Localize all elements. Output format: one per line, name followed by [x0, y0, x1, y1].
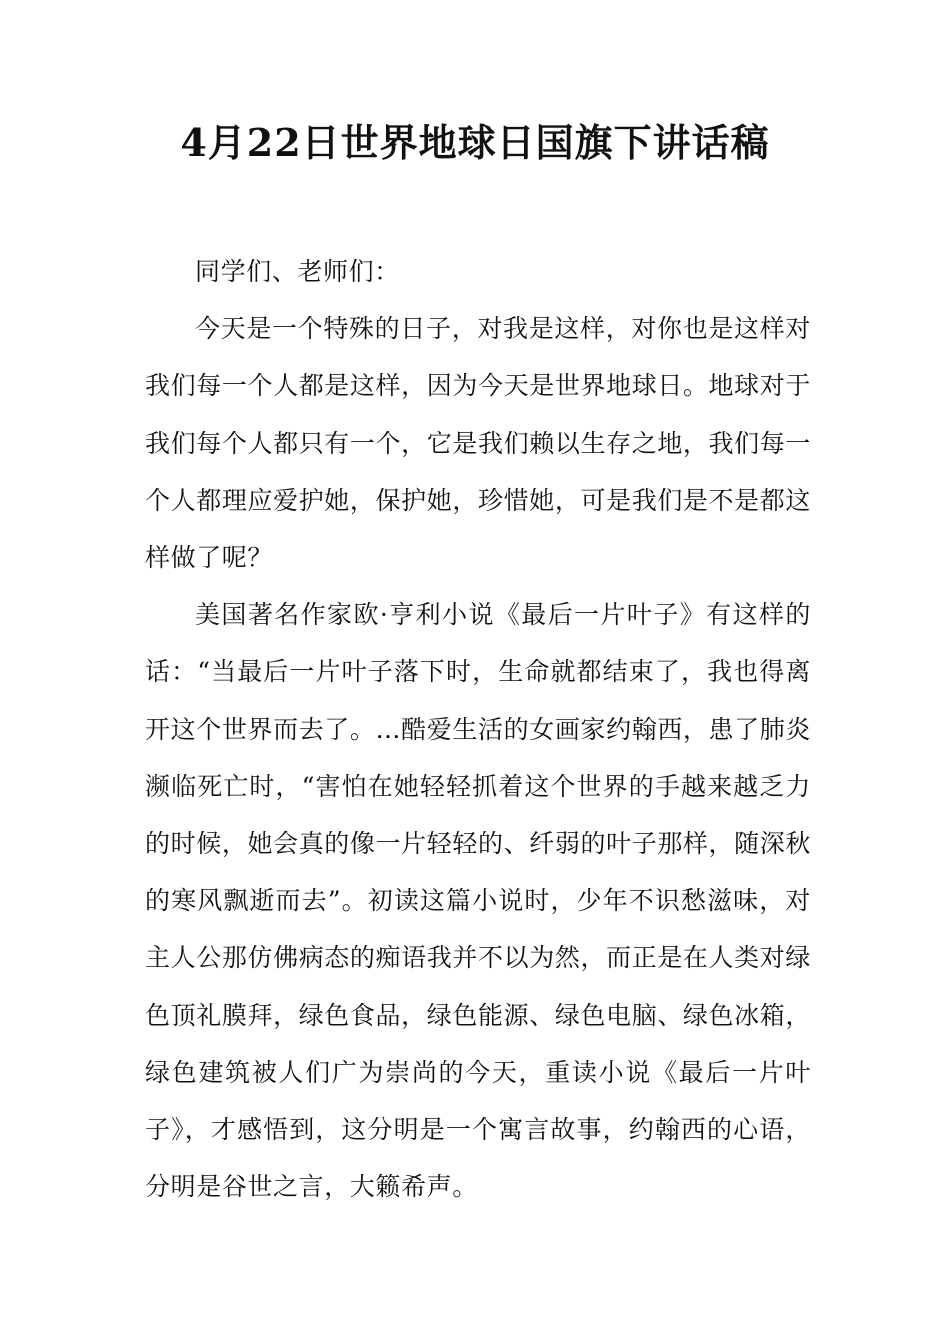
document-title: 4月22日世界地球日国旗下讲话稿 [180, 120, 770, 165]
greeting-paragraph: 同学们、老师们： [195, 257, 400, 286]
body-paragraph: 美国著名作家欧·亨利小说《最后一片叶子》有这样的话：“当最后一片叶子落下时，生命就都结束了，我也得离开这个世界而去了。…酷爱生活的女画家约翰西，患了肺炎濒临死亡时，“害怕在她轻轻抓着这个世界的手越来越乏力的时候，她会真的像一片轻轻的、纤弱的叶子那样，随深秋的寒风飘逝而去”。初读这篇小说时，少年不识愁滋味，对主人公那仿佛病态的痴语我并不以为然，而正是在人类对绿色顶礼膜拜，绿色食品，绿色能源、绿色电脑、绿色冰箱，绿色建筑被人们广为崇尚的今天，重读小说《最后一片叶子》，才感悟到，这分明是一个寓言故事，约翰西的心语，分明是谷世之言，大籁希声。 [145, 600, 811, 1202]
body-paragraph: 今天是一个特殊的日子，对我是这样，对你也是这样对我们每一个人都是这样，因为今天是世界地球日。地球对于我们每个人都只有一个，它是我们赖以生存之地，我们每一个人都理应爱护她，保护她，珍惜她，可是我们是不是都这样做了呢？ [145, 314, 811, 573]
document-body [145, 243, 811, 1215]
